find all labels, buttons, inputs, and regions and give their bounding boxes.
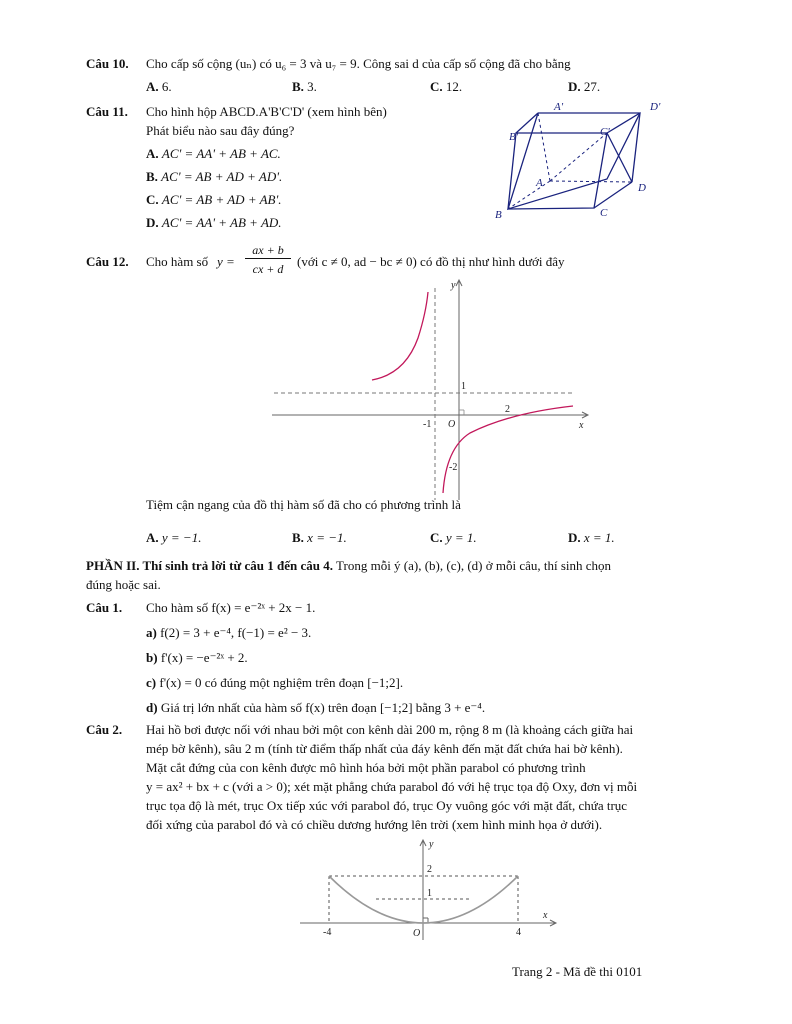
p1-item-d[interactable] [146, 700, 485, 716]
vertex-D: D [638, 182, 646, 194]
parallelepiped-figure [490, 96, 670, 226]
option-letter: D. [568, 530, 581, 545]
p2-parabola-figure [296, 836, 560, 940]
option-letter: B. [146, 169, 158, 184]
option-text: 6. [161, 79, 172, 94]
p1-label: Câu 1. [86, 600, 123, 615]
q10-option-d[interactable] [568, 79, 600, 95]
curve-right-branch [443, 406, 573, 493]
part2-heading-line2: đúng hoặc sai. [86, 577, 161, 592]
vertex-D1: D' [650, 101, 661, 113]
item-letter: b) [146, 650, 158, 665]
fig-origin: O [413, 928, 421, 939]
item-text: f'(x) = 0 có đúng một nghiệm trên đoạn [−1;2]. [159, 675, 404, 690]
q11-prompt: Phát biểu nào sau đây đúng? [146, 123, 295, 138]
q10-option-b[interactable] [292, 79, 317, 95]
option-text: x = −1. [307, 530, 347, 545]
option-letter: A. [146, 79, 159, 94]
q12-stem-prefix: Cho hàm số [146, 254, 209, 269]
item-letter: c) [146, 675, 157, 690]
graph-origin: O [448, 419, 456, 430]
graph-tick-neg2: -2 [449, 462, 458, 473]
fig-y-label: y [429, 839, 434, 850]
p1-item-b[interactable] [146, 650, 248, 666]
part2-heading-rest: Trong mỗi ý (a), (b), (c), (d) ở mỗi câu, thí sinh chọn [336, 558, 612, 573]
p1-item-a[interactable] [146, 625, 311, 641]
option-letter: C. [430, 530, 443, 545]
vertex-A: A [536, 177, 543, 189]
option-text: AC' = AA' + AB + AD. [161, 215, 282, 230]
fig-tick-2: 2 [427, 864, 432, 875]
option-text: y = 1. [445, 530, 477, 545]
option-text: y = −1. [161, 530, 202, 545]
p2-line-1: Hai hồ bơi được nối với nhau bởi một con kênh dài 200 m, rộng 8 m (là khoảng cách giữa hai [146, 722, 634, 737]
option-letter: C. [146, 192, 159, 207]
part2-heading [86, 558, 611, 574]
p2-line-6: đối xứng của parabol đó và có chiều dương hướng lên trời (xem hình minh họa ở dưới). [146, 817, 603, 832]
page-footer: Trang 2 - Mã đề thi 0101 [512, 964, 643, 979]
item-letter: d) [146, 700, 158, 715]
vertex-B1: B' [509, 131, 519, 143]
fig-tick-1: 1 [427, 888, 432, 899]
graph-x-label: x [579, 420, 584, 431]
option-letter: A. [146, 530, 159, 545]
q11-label: Câu 11. [86, 104, 128, 119]
graph-tick-2: 2 [505, 404, 510, 415]
option-text: 12. [445, 79, 463, 94]
q12-stem-suffix: (với c ≠ 0, ad − bc ≠ 0) có đồ thị như hình dưới đây [297, 254, 565, 269]
q12-formula-den: cx + d [252, 262, 284, 276]
p1-item-c[interactable] [146, 675, 403, 691]
part2-heading-bold: PHẦN II. Thí sinh trả lời từ câu 1 đến câu 4. [86, 558, 333, 573]
option-text: AC' = AB + AD + AD'. [161, 169, 283, 184]
option-letter: B. [292, 79, 304, 94]
option-letter: D. [568, 79, 581, 94]
p2-line-3: Mặt cắt đứng của con kênh được mô hình hóa bởi một phần parabol có phương trình [146, 760, 586, 775]
curve-left-branch [372, 292, 428, 380]
option-text: AC' = AB + AD + AB'. [161, 192, 282, 207]
p2-line-5: trục tọa độ là mét, trục Ox tiếp xúc với parabol đó, trục Oy vuông góc với mặt đất, chứa trục [146, 798, 628, 813]
q10-option-c[interactable] [430, 79, 462, 95]
p2-label: Câu 2. [86, 722, 123, 737]
option-text: 3. [307, 79, 317, 94]
vertex-A1: A' [554, 101, 564, 113]
q11-stem: Cho hình hộp ABCD.A'B'C'D' (xem hình bên) [146, 104, 387, 119]
q12-option-c[interactable] [430, 530, 477, 546]
graph-tick-1: 1 [461, 381, 466, 392]
option-letter: C. [430, 79, 443, 94]
graph-tick-neg1: -1 [423, 419, 432, 430]
p2-line-2: mép bờ kênh), sâu 2 m (tính từ điểm thấp nhất của đáy kênh đến mặt đất chứa hai bờ kênh). [146, 741, 623, 756]
fig-tick-4: 4 [516, 927, 521, 938]
vertex-B: B [495, 209, 502, 221]
option-text: AC' = AA' + AB + AC. [161, 146, 281, 161]
option-text: x = 1. [583, 530, 615, 545]
option-letter: A. [146, 146, 159, 161]
q12-option-d[interactable] [568, 530, 615, 546]
p1-stem: Cho hàm số f(x) = e⁻²ˣ + 2x − 1. [146, 600, 316, 615]
item-letter: a) [146, 625, 157, 640]
fig-x-label: x [543, 910, 548, 921]
q12-formula-num: ax + b [245, 243, 291, 259]
item-text: f'(x) = −e⁻²ˣ + 2. [160, 650, 248, 665]
q11-option-c[interactable] [146, 192, 282, 208]
q11-option-a[interactable] [146, 146, 281, 162]
q10-stem: Cho cấp số cộng (uₙ) có u₆ = 3 và u₇ = 9. Công sai d của cấp số cộng đã cho bằng [146, 56, 571, 71]
q10-option-a[interactable] [146, 79, 172, 95]
box-front-face [508, 133, 607, 209]
q11-option-b[interactable] [146, 169, 282, 185]
fig-tick-neg4: -4 [323, 927, 332, 938]
graph-y-label: y [451, 280, 456, 291]
q12-option-a[interactable] [146, 530, 201, 546]
item-text: Giá trị lớn nhất của hàm số f(x) trên đoạn [−1;2] bằng 3 + e⁻⁴. [160, 700, 486, 715]
option-letter: B. [292, 530, 304, 545]
vertex-C: C [600, 207, 608, 219]
q12-y-equals: y = [217, 254, 235, 269]
q10-label: Câu 10. [86, 56, 129, 71]
q12-label: Câu 12. [86, 254, 129, 269]
item-text: f(2) = 3 + e⁻⁴, f(−1) = e² − 3. [160, 625, 312, 640]
q11-option-d[interactable] [146, 215, 282, 231]
q12-graph [270, 278, 590, 500]
option-text: 27. [583, 79, 601, 94]
q12-option-b[interactable] [292, 530, 347, 546]
p2-line-4: y = ax² + bx + c (với a > 0); xét mặt phẳng chứa parabol đó với hệ trục tọa độ Oxy, đơn vị mỗi [146, 779, 638, 794]
vertex-C1: C' [600, 126, 610, 138]
option-letter: D. [146, 215, 159, 230]
q12-question: Tiệm cận ngang của đồ thị hàm số đã cho có phương trình là [146, 497, 461, 512]
